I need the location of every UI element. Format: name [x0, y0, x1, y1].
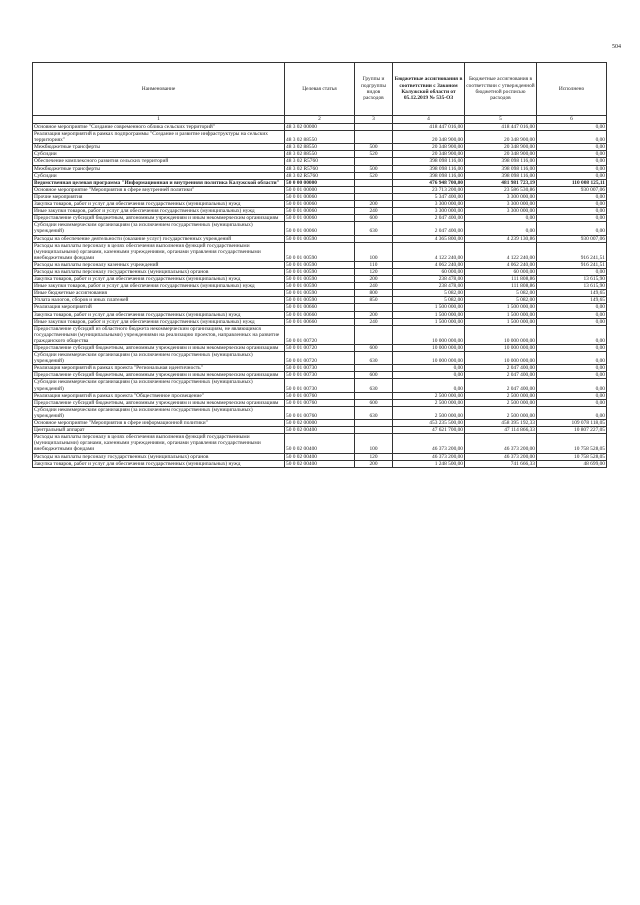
row-target-article: 48 3 02 R5760 — [285, 165, 355, 172]
row-law-allocation: 476 948 700,00 — [393, 179, 465, 186]
row-target-article: 50 0 00 00000 — [285, 179, 355, 186]
row-executed: 930 007,06 — [537, 186, 607, 193]
row-expense-group — [355, 124, 393, 131]
row-executed: 0,00 — [537, 215, 607, 222]
row-name: Расходы на выплаты персоналу в целях обеспечения выполнения функций государственными (муниципальными) органами, казенными учреждениями, органами управления государственными внебюджетными фондами — [33, 242, 285, 261]
row-law-allocation: 46 373 200,00 — [393, 434, 465, 453]
table-row — [33, 235, 607, 242]
table-row — [33, 379, 607, 392]
row-law-allocation: 1 500 000,00 — [393, 311, 465, 318]
row-law-allocation: 418 447 016,00 — [393, 124, 465, 131]
row-executed: 149,65 — [537, 290, 607, 297]
row-law-allocation: 0,00 — [393, 372, 465, 379]
table-row — [33, 151, 607, 158]
row-approved-allocation: 60 000,00 — [465, 268, 537, 275]
row-approved-allocation: 10 000 000,00 — [465, 352, 537, 365]
row-name: Субсидии некоммерческим организациям (за исключением государственных (муниципальных) учреждений) — [33, 379, 285, 392]
header-name: Наименование — [33, 63, 285, 116]
row-expense-group — [355, 420, 393, 427]
row-name: Субсидии некоммерческим организациям (за исключением государственных (муниципальных) учреждений) — [33, 352, 285, 365]
row-executed: 930 007,06 — [537, 235, 607, 242]
table-row — [33, 124, 607, 131]
row-executed: 916 241,51 — [537, 242, 607, 261]
row-law-allocation: 398 098 116,00 — [393, 165, 465, 172]
row-name: Предоставление субсидий бюджетным, автономным учреждениям и иным некоммерческим организациям — [33, 372, 285, 379]
row-expense-group: 500 — [355, 144, 393, 151]
row-executed: 10 807 227,05 — [537, 427, 607, 434]
row-approved-allocation: 20 348 900,00 — [465, 131, 537, 144]
table-row — [33, 276, 607, 283]
row-target-article: 48 3 02 00000 — [285, 124, 355, 131]
row-expense-group: 500 — [355, 165, 393, 172]
row-approved-allocation: 10 000 000,00 — [465, 345, 537, 352]
row-law-allocation: 20 348 900,00 — [393, 131, 465, 144]
row-expense-group — [355, 131, 393, 144]
row-expense-group: 200 — [355, 201, 393, 208]
row-target-article: 50 0 02 00000 — [285, 420, 355, 427]
row-target-article: 48 3 02 88550 — [285, 151, 355, 158]
row-name: Центральный аппарат — [33, 427, 285, 434]
row-law-allocation: 0,00 — [393, 379, 465, 392]
row-executed: 0,00 — [537, 311, 607, 318]
row-target-article: 50 0 01 00590 — [285, 235, 355, 242]
row-name: Предоставление субсидий бюджетным, автономным учреждениям и иным некоммерческим организациям — [33, 215, 285, 222]
header-law-allocations: Бюджетные ассигнования в соответствии с Законом Калужской области от 05.12.2019 № 535-ОЗ — [393, 63, 465, 116]
row-executed: 0,00 — [537, 365, 607, 372]
row-expense-group: 120 — [355, 268, 393, 275]
row-name: Закупка товаров, работ и услуг для обеспечения государственных (муниципальных) нужд — [33, 201, 285, 208]
row-expense-group — [355, 304, 393, 311]
row-target-article: 50 0 01 00060 — [285, 193, 355, 200]
row-expense-group — [355, 325, 393, 344]
row-expense-group: 520 — [355, 172, 393, 179]
row-expense-group — [355, 365, 393, 372]
table-row — [33, 420, 607, 427]
row-law-allocation: 4 062 240,00 — [393, 261, 465, 268]
budget-execution-table — [32, 62, 607, 468]
row-executed: 13 615,90 — [537, 276, 607, 283]
row-approved-allocation: 47 114 866,33 — [465, 427, 537, 434]
row-approved-allocation: 3 300 000,00 — [465, 201, 537, 208]
row-target-article: 50 0 01 00660 — [285, 318, 355, 325]
row-approved-allocation: 111 808,86 — [465, 276, 537, 283]
row-name: Предоставление субсидий из областного бюджета некоммерческим организациям, не являющимся государственными (муниципальными) учреждениями на реализацию проектов, направленных на развитие гражданского общества — [33, 325, 285, 344]
row-name: Расходы на выплаты персоналу государственных (муниципальных) органов — [33, 453, 285, 460]
row-law-allocation: 20 348 900,00 — [393, 144, 465, 151]
row-expense-group: 200 — [355, 311, 393, 318]
row-target-article: 50 0 01 00730 — [285, 379, 355, 392]
row-law-allocation: 2 500 000,00 — [393, 399, 465, 406]
row-approved-allocation: 418 447 016,00 — [465, 124, 537, 131]
row-law-allocation: 453 235 500,00 — [393, 420, 465, 427]
row-name: Предоставление субсидий бюджетным, автономным учреждениям и иным некоммерческим организациям — [33, 399, 285, 406]
row-executed: 0,00 — [537, 124, 607, 131]
table-row — [33, 406, 607, 419]
header-expense-groups: Группы и подгруппы видов расходов — [355, 63, 393, 116]
row-target-article: 50 0 01 00720 — [285, 345, 355, 352]
row-executed: 0,00 — [537, 379, 607, 392]
row-executed: 0,00 — [537, 158, 607, 165]
row-target-article: 50 0 01 00590 — [285, 268, 355, 275]
row-law-allocation: 2 047 400,00 — [393, 222, 465, 235]
row-expense-group: 800 — [355, 290, 393, 297]
table-row — [33, 318, 607, 325]
row-expense-group: 630 — [355, 352, 393, 365]
row-executed: 0,00 — [537, 172, 607, 179]
row-expense-group: 630 — [355, 222, 393, 235]
table-row — [33, 261, 607, 268]
row-approved-allocation: 398 098 116,00 — [465, 172, 537, 179]
row-law-allocation: 238 478,00 — [393, 283, 465, 290]
table-row — [33, 352, 607, 365]
row-target-article: 50 0 01 00760 — [285, 392, 355, 399]
row-approved-allocation: 4 122 240,00 — [465, 242, 537, 261]
table-row — [33, 158, 607, 165]
row-approved-allocation: 398 098 116,00 — [465, 158, 537, 165]
row-name: Расходы на выплаты персоналу государственных (муниципальных) органов — [33, 268, 285, 275]
row-expense-group: 600 — [355, 215, 393, 222]
table-row — [33, 201, 607, 208]
row-law-allocation: 47 621 700,00 — [393, 427, 465, 434]
row-name: Обеспечение комплексного развития сельских территорий — [33, 158, 285, 165]
row-approved-allocation: 2 047 400,00 — [465, 365, 537, 372]
row-target-article: 50 0 01 00760 — [285, 406, 355, 419]
row-executed: 0,00 — [537, 193, 607, 200]
row-executed: 0,00 — [537, 318, 607, 325]
row-law-allocation: 4 122 240,00 — [393, 242, 465, 261]
row-name: Закупка товаров, работ и услуг для обеспечения государственных (муниципальных) нужд — [33, 460, 285, 467]
row-target-article: 50 0 01 00590 — [285, 290, 355, 297]
row-law-allocation: 1 500 000,00 — [393, 318, 465, 325]
table-row — [33, 144, 607, 151]
row-target-article: 50 0 01 00060 — [285, 208, 355, 215]
table-row — [33, 290, 607, 297]
row-law-allocation: 10 000 000,00 — [393, 325, 465, 344]
row-approved-allocation: 2 500 000,00 — [465, 406, 537, 419]
column-index: 4 — [393, 116, 465, 124]
row-target-article: 50 0 01 00720 — [285, 352, 355, 365]
row-expense-group: 110 — [355, 261, 393, 268]
table-row — [33, 453, 607, 460]
table-row — [33, 365, 607, 372]
row-name: Реализация мероприятий — [33, 304, 285, 311]
row-executed: 0,00 — [537, 151, 607, 158]
row-name: Иные бюджетные ассигнования — [33, 290, 285, 297]
row-name: Закупка товаров, работ и услуг для обеспечения государственных (муниципальных) нужд — [33, 276, 285, 283]
row-target-article: 50 0 01 00720 — [285, 325, 355, 344]
row-expense-group: 600 — [355, 345, 393, 352]
row-executed: 13 615,90 — [537, 283, 607, 290]
row-approved-allocation: 1 500 000,00 — [465, 311, 537, 318]
row-executed: 0,00 — [537, 201, 607, 208]
table-row — [33, 399, 607, 406]
row-executed: 48 699,00 — [537, 460, 607, 467]
row-executed: 10 758 528,05 — [537, 453, 607, 460]
header-approved-allocations: Бюджетные ассигнования в соответствии с утвержденной бюджетной росписью расходов — [465, 63, 537, 116]
row-expense-group: 850 — [355, 297, 393, 304]
row-law-allocation: 3 300 000,00 — [393, 208, 465, 215]
row-approved-allocation: 2 500 000,00 — [465, 392, 537, 399]
row-expense-group: 200 — [355, 460, 393, 467]
row-name: Субсидии — [33, 172, 285, 179]
row-approved-allocation: 1 500 000,00 — [465, 304, 537, 311]
row-name: Субсидии — [33, 151, 285, 158]
column-index: 5 — [465, 116, 537, 124]
row-executed: 0,00 — [537, 222, 607, 235]
row-name: Уплата налогов, сборов и иных платежей — [33, 297, 285, 304]
table-row — [33, 179, 607, 186]
row-name: Субсидии некоммерческим организациям (за исключением государственных (муниципальных) учреждений) — [33, 222, 285, 235]
table-row — [33, 165, 607, 172]
row-executed: 0,00 — [537, 392, 607, 399]
header-executed: Исполнено — [537, 63, 607, 116]
row-law-allocation: 5 082,00 — [393, 290, 465, 297]
table-row — [33, 325, 607, 344]
row-approved-allocation: 458 395 192,33 — [465, 420, 537, 427]
row-approved-allocation: 741 666,33 — [465, 460, 537, 467]
table-row — [33, 434, 607, 453]
row-law-allocation: 2 500 000,00 — [393, 406, 465, 419]
table-row — [33, 242, 607, 261]
row-law-allocation: 10 000 000,00 — [393, 352, 465, 365]
row-approved-allocation: 3 300 000,00 — [465, 193, 537, 200]
row-name: Реализация мероприятий в рамках проекта "Региональная идентичность" — [33, 365, 285, 372]
row-name: Реализация мероприятий в рамках подпрограммы "Создание и развитие инфраструктуры на сельских территориях" — [33, 131, 285, 144]
row-name: Закупка товаров, работ и услуг для обеспечения государственных (муниципальных) нужд — [33, 311, 285, 318]
row-expense-group: 520 — [355, 151, 393, 158]
row-law-allocation: 5 082,00 — [393, 297, 465, 304]
row-approved-allocation: 23 586 530,86 — [465, 186, 537, 193]
row-approved-allocation: 4 239 130,86 — [465, 235, 537, 242]
row-expense-group: 630 — [355, 406, 393, 419]
table-body — [33, 124, 607, 468]
row-expense-group: 600 — [355, 399, 393, 406]
row-executed: 0,00 — [537, 268, 607, 275]
row-name: Субсидии некоммерческим организациям (за исключением государственных (муниципальных) учреждений) — [33, 406, 285, 419]
row-law-allocation: 10 000 000,00 — [393, 345, 465, 352]
row-target-article: 50 0 02 00400 — [285, 427, 355, 434]
row-executed: 0,00 — [537, 372, 607, 379]
row-name: Ведомственная целевая программа "Информационная и внутренняя политика Калужской области" — [33, 179, 285, 186]
row-expense-group: 240 — [355, 283, 393, 290]
header-row — [33, 63, 607, 116]
table-row — [33, 460, 607, 467]
table-row — [33, 193, 607, 200]
row-target-article: 50 0 01 00730 — [285, 365, 355, 372]
row-law-allocation: 398 098 116,00 — [393, 158, 465, 165]
row-target-article: 50 0 01 00660 — [285, 304, 355, 311]
column-index-row — [33, 116, 607, 124]
row-expense-group: 120 — [355, 453, 393, 460]
row-law-allocation: 46 373 200,00 — [393, 453, 465, 460]
table-row — [33, 208, 607, 215]
row-target-article: 50 0 01 00590 — [285, 297, 355, 304]
row-approved-allocation: 46 373 200,00 — [465, 453, 537, 460]
row-name: Расходы на обеспечение деятельности (оказание услуг) государственных учреждений — [33, 235, 285, 242]
row-target-article: 48 3 02 R5760 — [285, 172, 355, 179]
row-target-article: 50 0 01 00660 — [285, 311, 355, 318]
row-executed: 0,00 — [537, 345, 607, 352]
row-law-allocation: 238 478,00 — [393, 276, 465, 283]
row-name: Иные закупки товаров, работ и услуг для обеспечения государственных (муниципальных) нужд — [33, 283, 285, 290]
row-target-article: 50 0 01 00760 — [285, 399, 355, 406]
row-executed: 0,00 — [537, 399, 607, 406]
row-target-article: 50 0 02 00400 — [285, 460, 355, 467]
row-law-allocation: 1 248 500,00 — [393, 460, 465, 467]
row-expense-group — [355, 158, 393, 165]
row-law-allocation: 2 047 400,00 — [393, 215, 465, 222]
row-expense-group — [355, 193, 393, 200]
row-name: Предоставление субсидий бюджетным, автономным учреждениям и иным некоммерческим организациям — [33, 345, 285, 352]
table-row — [33, 172, 607, 179]
row-target-article: 50 0 02 00400 — [285, 453, 355, 460]
row-target-article: 50 0 01 00060 — [285, 201, 355, 208]
row-law-allocation: 3 300 000,00 — [393, 201, 465, 208]
row-executed: 0,00 — [537, 208, 607, 215]
row-expense-group: 630 — [355, 379, 393, 392]
row-target-article: 50 0 01 00590 — [285, 261, 355, 268]
row-law-allocation: 4 365 800,00 — [393, 235, 465, 242]
row-expense-group — [355, 392, 393, 399]
table-row — [33, 345, 607, 352]
row-approved-allocation: 2 047 400,00 — [465, 379, 537, 392]
row-executed: 0,00 — [537, 352, 607, 365]
table-row — [33, 427, 607, 434]
table-row — [33, 304, 607, 311]
row-executed: 0,00 — [537, 406, 607, 419]
row-target-article: 48 3 02 R5760 — [285, 158, 355, 165]
row-approved-allocation: 1 500 000,00 — [465, 318, 537, 325]
row-approved-allocation: 398 098 116,00 — [465, 165, 537, 172]
row-approved-allocation: 5 082,00 — [465, 290, 537, 297]
header-target-article: Целевая статья — [285, 63, 355, 116]
row-target-article: 50 0 01 00590 — [285, 283, 355, 290]
row-name: Расходы на выплаты персоналу казенных учреждений — [33, 261, 285, 268]
row-executed: 109 078 118,05 — [537, 420, 607, 427]
row-target-article: 50 0 01 00590 — [285, 242, 355, 261]
table-row — [33, 283, 607, 290]
table-row — [33, 222, 607, 235]
row-expense-group — [355, 179, 393, 186]
row-target-article: 50 0 01 00060 — [285, 215, 355, 222]
column-index: 1 — [33, 116, 285, 124]
row-approved-allocation: 0,00 — [465, 222, 537, 235]
row-executed: 0,00 — [537, 144, 607, 151]
row-expense-group: 240 — [355, 318, 393, 325]
row-name: Реализация мероприятий в рамках проекта "Общественное просвещение" — [33, 392, 285, 399]
page-number: 504 — [612, 44, 621, 50]
table-row — [33, 311, 607, 318]
row-expense-group — [355, 186, 393, 193]
row-expense-group: 100 — [355, 434, 393, 453]
table-row — [33, 297, 607, 304]
row-approved-allocation: 2 047 400,00 — [465, 372, 537, 379]
row-executed: 0,00 — [537, 325, 607, 344]
row-law-allocation: 23 713 200,00 — [393, 186, 465, 193]
row-approved-allocation: 2 500 000,00 — [465, 399, 537, 406]
row-expense-group: 240 — [355, 208, 393, 215]
row-executed: 10 758 528,05 — [537, 434, 607, 453]
row-name: Иные закупки товаров, работ и услуг для обеспечения государственных (муниципальных) нужд — [33, 318, 285, 325]
row-law-allocation: 60 000,00 — [393, 268, 465, 275]
column-index: 2 — [285, 116, 355, 124]
row-expense-group — [355, 235, 393, 242]
table-row — [33, 186, 607, 193]
table-row — [33, 268, 607, 275]
row-name: Межбюджетные трансферты — [33, 165, 285, 172]
row-law-allocation: 1 500 000,00 — [393, 304, 465, 311]
row-approved-allocation: 46 373 200,00 — [465, 434, 537, 453]
row-name: Основное мероприятие "Мероприятия в сфере внутренней политики" — [33, 186, 285, 193]
row-target-article: 50 0 02 00400 — [285, 434, 355, 453]
row-name: Основное мероприятие "Создание современного облика сельских территорий" — [33, 124, 285, 131]
table-row — [33, 372, 607, 379]
row-executed: 0,00 — [537, 131, 607, 144]
column-index: 6 — [537, 116, 607, 124]
row-name: Основное мероприятие "Мероприятия в сфере информационной политики" — [33, 420, 285, 427]
row-law-allocation: 20 348 900,00 — [393, 151, 465, 158]
row-approved-allocation: 5 082,00 — [465, 297, 537, 304]
row-executed: 110 008 125,11 — [537, 179, 607, 186]
row-name: Расходы на выплаты персоналу в целях обеспечения выполнения функций государственными (муниципальными) органами, казенными учреждениями, органами управления государственными внебюджетными фондами — [33, 434, 285, 453]
row-target-article: 48 3 02 88550 — [285, 131, 355, 144]
row-approved-allocation: 481 981 723,19 — [465, 179, 537, 186]
row-executed: 0,00 — [537, 304, 607, 311]
row-approved-allocation: 20 348 900,00 — [465, 144, 537, 151]
row-approved-allocation: 0,00 — [465, 215, 537, 222]
row-approved-allocation: 3 300 000,00 — [465, 208, 537, 215]
row-expense-group: 100 — [355, 242, 393, 261]
row-target-article: 50 0 01 00590 — [285, 276, 355, 283]
row-expense-group: 600 — [355, 372, 393, 379]
row-executed: 0,00 — [537, 165, 607, 172]
row-target-article: 50 0 01 00730 — [285, 372, 355, 379]
row-law-allocation: 2 500 000,00 — [393, 392, 465, 399]
row-executed: 916 241,51 — [537, 261, 607, 268]
row-executed: 149,65 — [537, 297, 607, 304]
row-law-allocation: 5 347 400,00 — [393, 193, 465, 200]
row-name: Прочие мероприятия — [33, 193, 285, 200]
row-name: Межбюджетные трансферты — [33, 144, 285, 151]
row-approved-allocation: 4 062 240,00 — [465, 261, 537, 268]
table-row — [33, 215, 607, 222]
row-expense-group — [355, 427, 393, 434]
table-row — [33, 392, 607, 399]
row-expense-group: 200 — [355, 276, 393, 283]
row-approved-allocation: 20 348 900,00 — [465, 151, 537, 158]
column-index: 3 — [355, 116, 393, 124]
row-target-article: 50 0 01 00000 — [285, 186, 355, 193]
row-name: Иные закупки товаров, работ и услуг для обеспечения государственных (муниципальных) нужд — [33, 208, 285, 215]
row-target-article: 50 0 01 00060 — [285, 222, 355, 235]
row-law-allocation: 0,00 — [393, 365, 465, 372]
row-law-allocation: 398 098 116,00 — [393, 172, 465, 179]
table-row — [33, 131, 607, 144]
row-target-article: 48 3 02 88550 — [285, 144, 355, 151]
row-approved-allocation: 10 000 000,00 — [465, 325, 537, 344]
row-approved-allocation: 111 808,86 — [465, 283, 537, 290]
